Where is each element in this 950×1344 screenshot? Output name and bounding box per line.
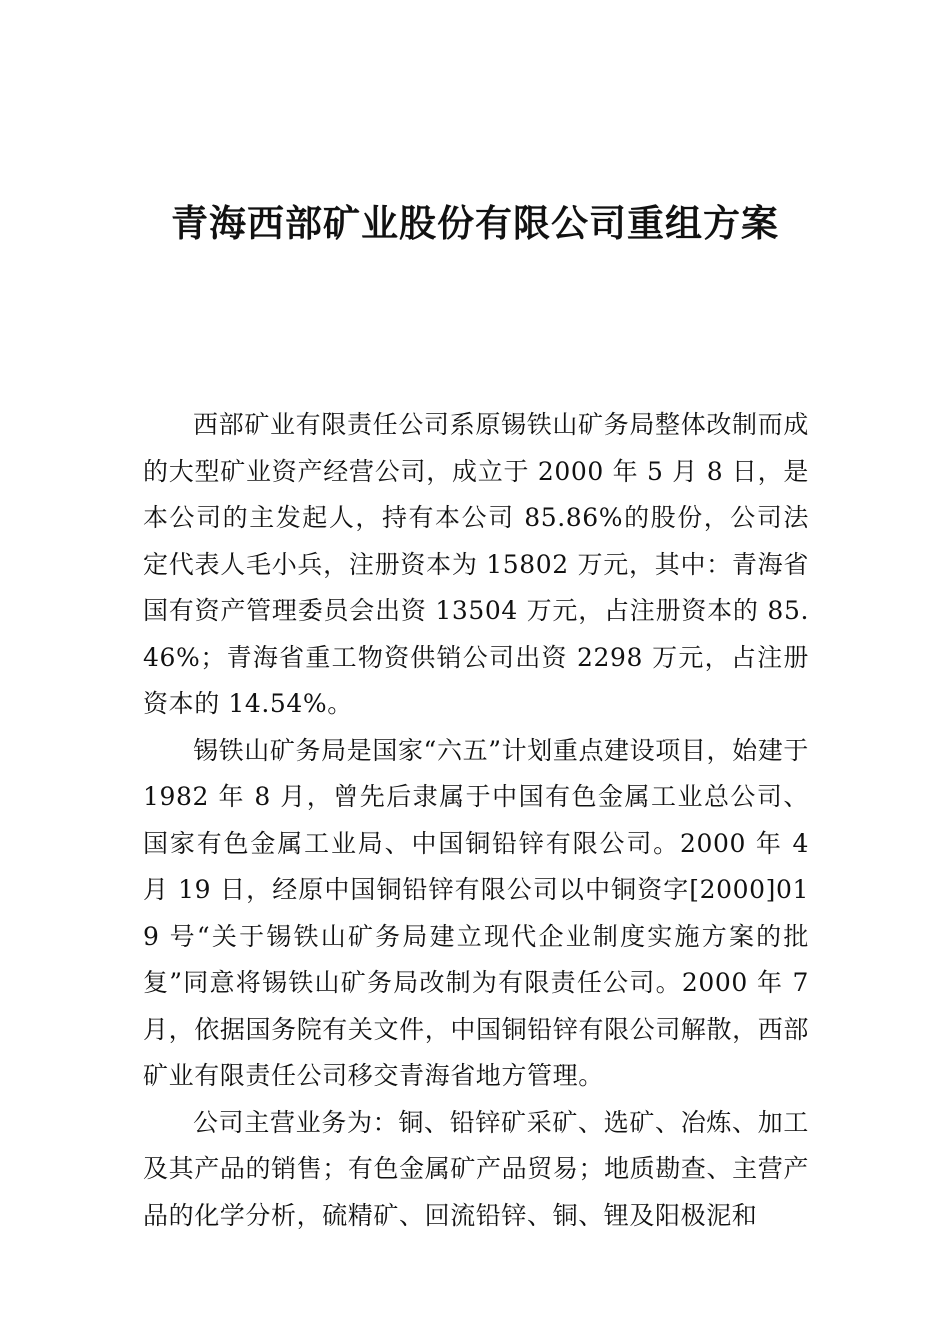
paragraph-history: 锡铁山矿务局是国家“六五”计划重点建设项目，始建于 1982 年 8 月，曾先后隶属于中国有色金属工业总公司、国家有色金属工业局、中国铜铅锌有限公司。2000 年 4 月 19 日，经原中国铜铅锌有限公司以中铜资字[2000]019 号“关于锡铁山矿务局建立现代企业制度实施方案的批复”同意将锡铁山矿务局改制为有限责任公司。2000 年 7 月，依据国务院有关文件，中国铜铅锌有限公司解散，西部矿业有限责任公司移交青海省地方管理。	[143, 735, 809, 1090]
paragraph-company-profile: 西部矿业有限责任公司系原锡铁山矿务局整体改制而成的大型矿业资产经营公司，成立于 2000 年 5 月 8 日，是本公司的主发起人，持有本公司 85.86%的股份，公司法定代表人毛小兵，注册资本为 15802 万元，其中：青海省国有资产管理委员会出资 13504 万元，占注册资本的 85.46%；青海省重工物资供销公司出资 2298 万元，占注册资本的 14.54%。	[143, 410, 809, 718]
paragraph-main-business: 公司主营业务为：铜、铅锌矿采矿、选矿、冶炼、加工及其产品的销售；有色金属矿产品贸易；地质勘查、主营产品的化学分析，硫精矿、回流铅锌、铜、锂及阳极泥和	[143, 1107, 809, 1230]
document-title: 青海西部矿业股份有限公司重组方案	[171, 202, 779, 245]
document-body	[143, 402, 809, 1239]
